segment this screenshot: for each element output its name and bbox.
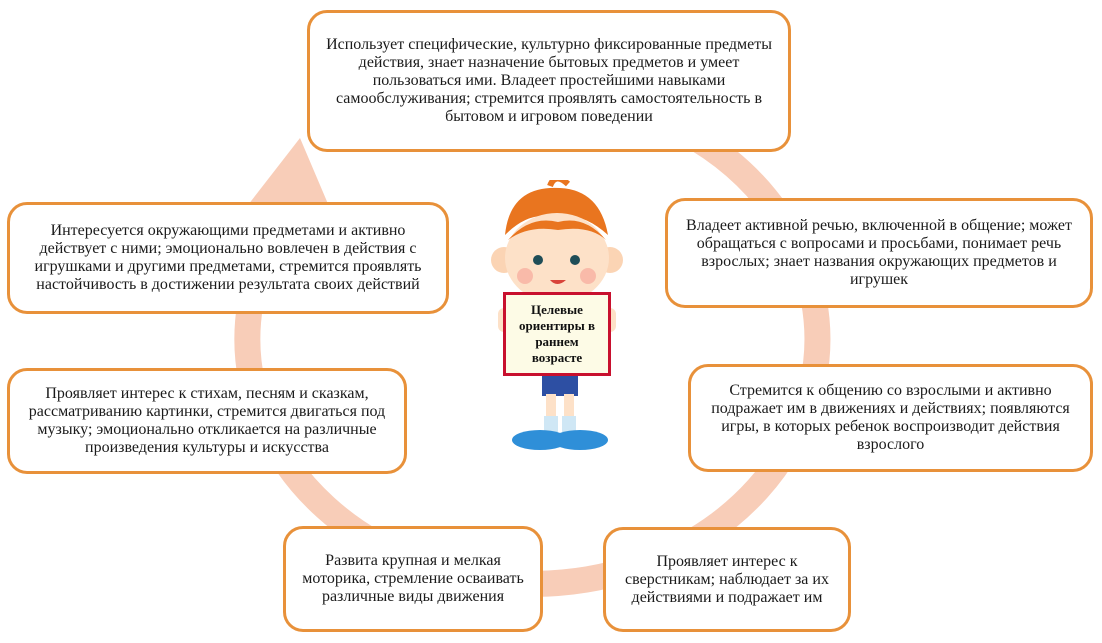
center-sign-label: Целевые ориентиры в раннем возрасте (518, 302, 595, 365)
goal-box-right-upper-text: Владеет активной речью, включенной в общение; может обращаться с вопросами и просьбами, понимает речь взрослых; знает названия окружающих предметов и игрушек (686, 217, 1072, 288)
goal-box-bottom-right-text: Проявляет интерес к сверстникам; наблюдает за их действиями и подражает им (625, 552, 829, 606)
goal-box-left-lower (7, 368, 407, 474)
goal-box-bottom-left-text: Развита крупная и мелкая моторика, стремление осваивать различные виды движения (302, 552, 524, 605)
goal-box-right-upper (665, 198, 1093, 308)
goal-box-bottom-right (603, 527, 851, 632)
goal-box-top (307, 10, 791, 152)
goal-box-left-upper-text: Интересуется окружающими предметами и активно действует с ними; эмоционально вовлечен в действия с игрушками и другими предметами, стремится проявлять настойчивость в достижении результата своих действий (34, 222, 422, 293)
goal-box-right-lower-text: Стремится к общению со взрослыми и активно подражает им в движениях и действиях; появляются игры, в которых ребенок воспроизводит действия взрослого (711, 382, 1070, 453)
goal-box-top-text: Использует специфические, культурно фиксированные предметы действия, знает назначение бытовых предметов и умеет пользоваться ими. Владеет простейшими навыками самообслуживания; стремится проявлять самостоятельность в бытовом и игровом поведении (326, 36, 772, 125)
goal-box-bottom-left (283, 526, 543, 632)
center-sign (503, 292, 611, 376)
goal-box-left-lower-text: Проявляет интерес к стихам, песням и сказкам, рассматриванию картинки, стремится двигаться под музыку; эмоционально откликается на различные произведения культуры и искусства (28, 385, 386, 456)
goal-box-left-upper (7, 202, 449, 314)
goal-box-right-lower (688, 364, 1093, 472)
